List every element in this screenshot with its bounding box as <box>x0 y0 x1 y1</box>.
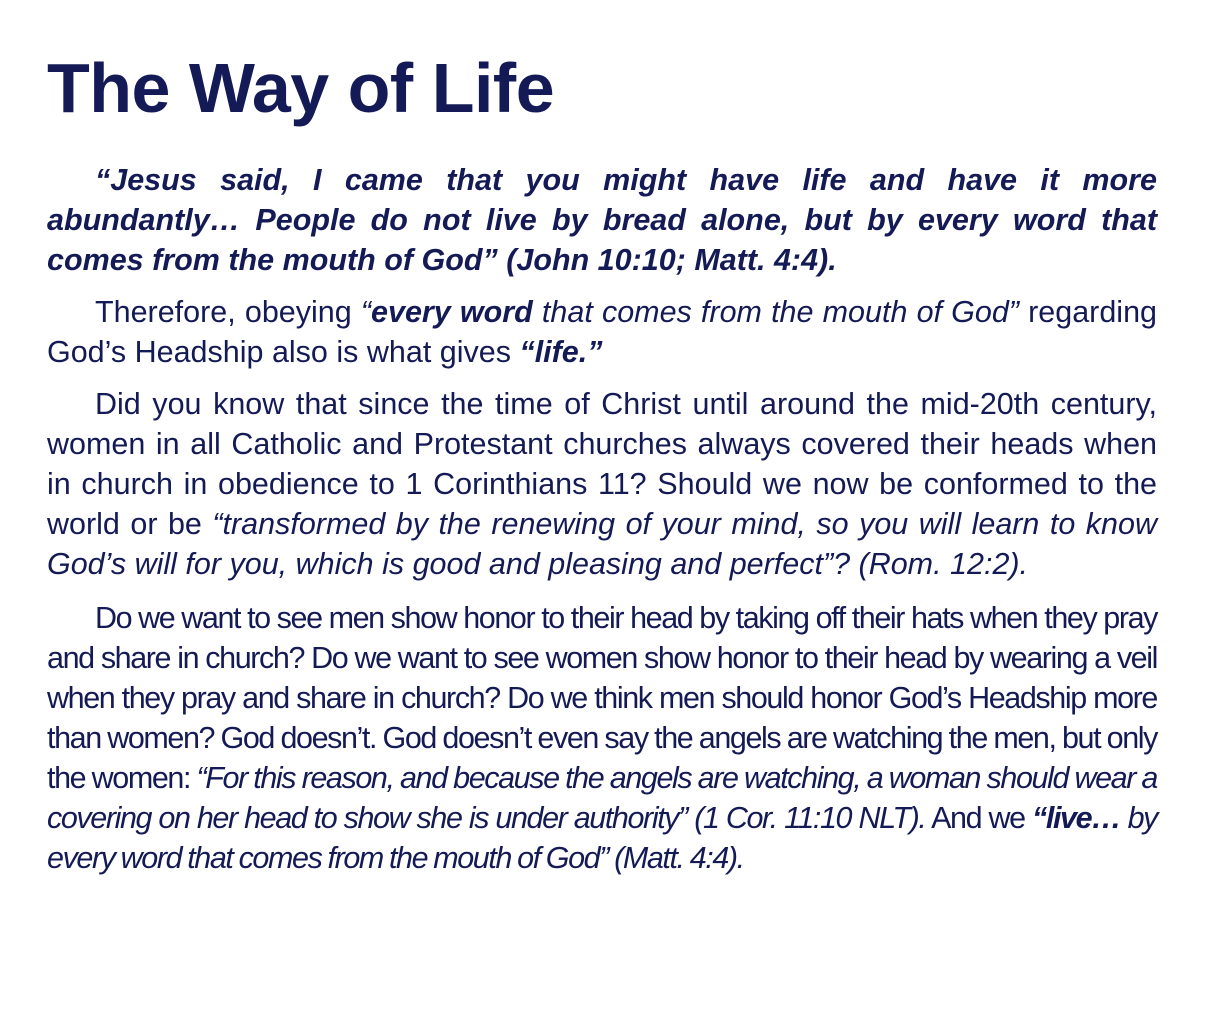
obeying-paragraph <box>47 292 1157 372</box>
every-word-emphasis: every word <box>371 295 533 329</box>
honor-text: Do we want to see men show honor to their head by taking off their hats when they pray and share in church? Do we want to see women show honor to their head by wearing a veil when they pray and share in church? Do we think men should honor God’s Headship more than women? God doesn’t. God doesn’t even say the angels are watching the men, but only the women: <box>47 601 1157 795</box>
live-emphasis: “live… <box>1032 801 1121 835</box>
closing-lead: And we <box>925 801 1033 835</box>
history-text: Did you know that since the time of Christ until around the mid-20th century, women in all Catholic and Protestant churches always covered their heads when in church in obedience to 1 Corinthians 11? Should we now be conformed to the world or be <box>47 387 1157 541</box>
history-paragraph <box>47 384 1157 584</box>
page-title: The Way of Life <box>47 49 555 127</box>
romans-quote: “transformed by the renewing of your mind, so you will learn to know God’s will for you, which is good and pleasing and perfect”? (Rom. 12:2). <box>47 507 1158 581</box>
document-page <box>47 40 1157 878</box>
life-emphasis: “life.” <box>519 335 603 369</box>
quote-rest: that comes from the mouth of God” <box>532 295 1019 329</box>
scripture-quote-paragraph: “Jesus said, I came that you might have life and have it more abundantly… People do not live by bread alone, but by every word that comes from the mouth of God” (John 10:10; Matt. 4:4). <box>47 163 1157 277</box>
obeying-lead: Therefore, obeying <box>95 295 361 329</box>
matthew-quote: by every word that comes from the mouth of God” (Matt. 4:4). <box>47 801 1157 875</box>
headship-text: regarding God’s Headship also is what gives <box>47 295 1157 369</box>
honor-paragraph <box>47 598 1157 878</box>
corinthians-quote: “For this reason, and because the angels are watching, a woman should wear a covering on her head to show she is under authority” (1 Cor. 11:10 NLT). <box>47 761 1157 835</box>
quote-open: “ <box>360 295 372 329</box>
